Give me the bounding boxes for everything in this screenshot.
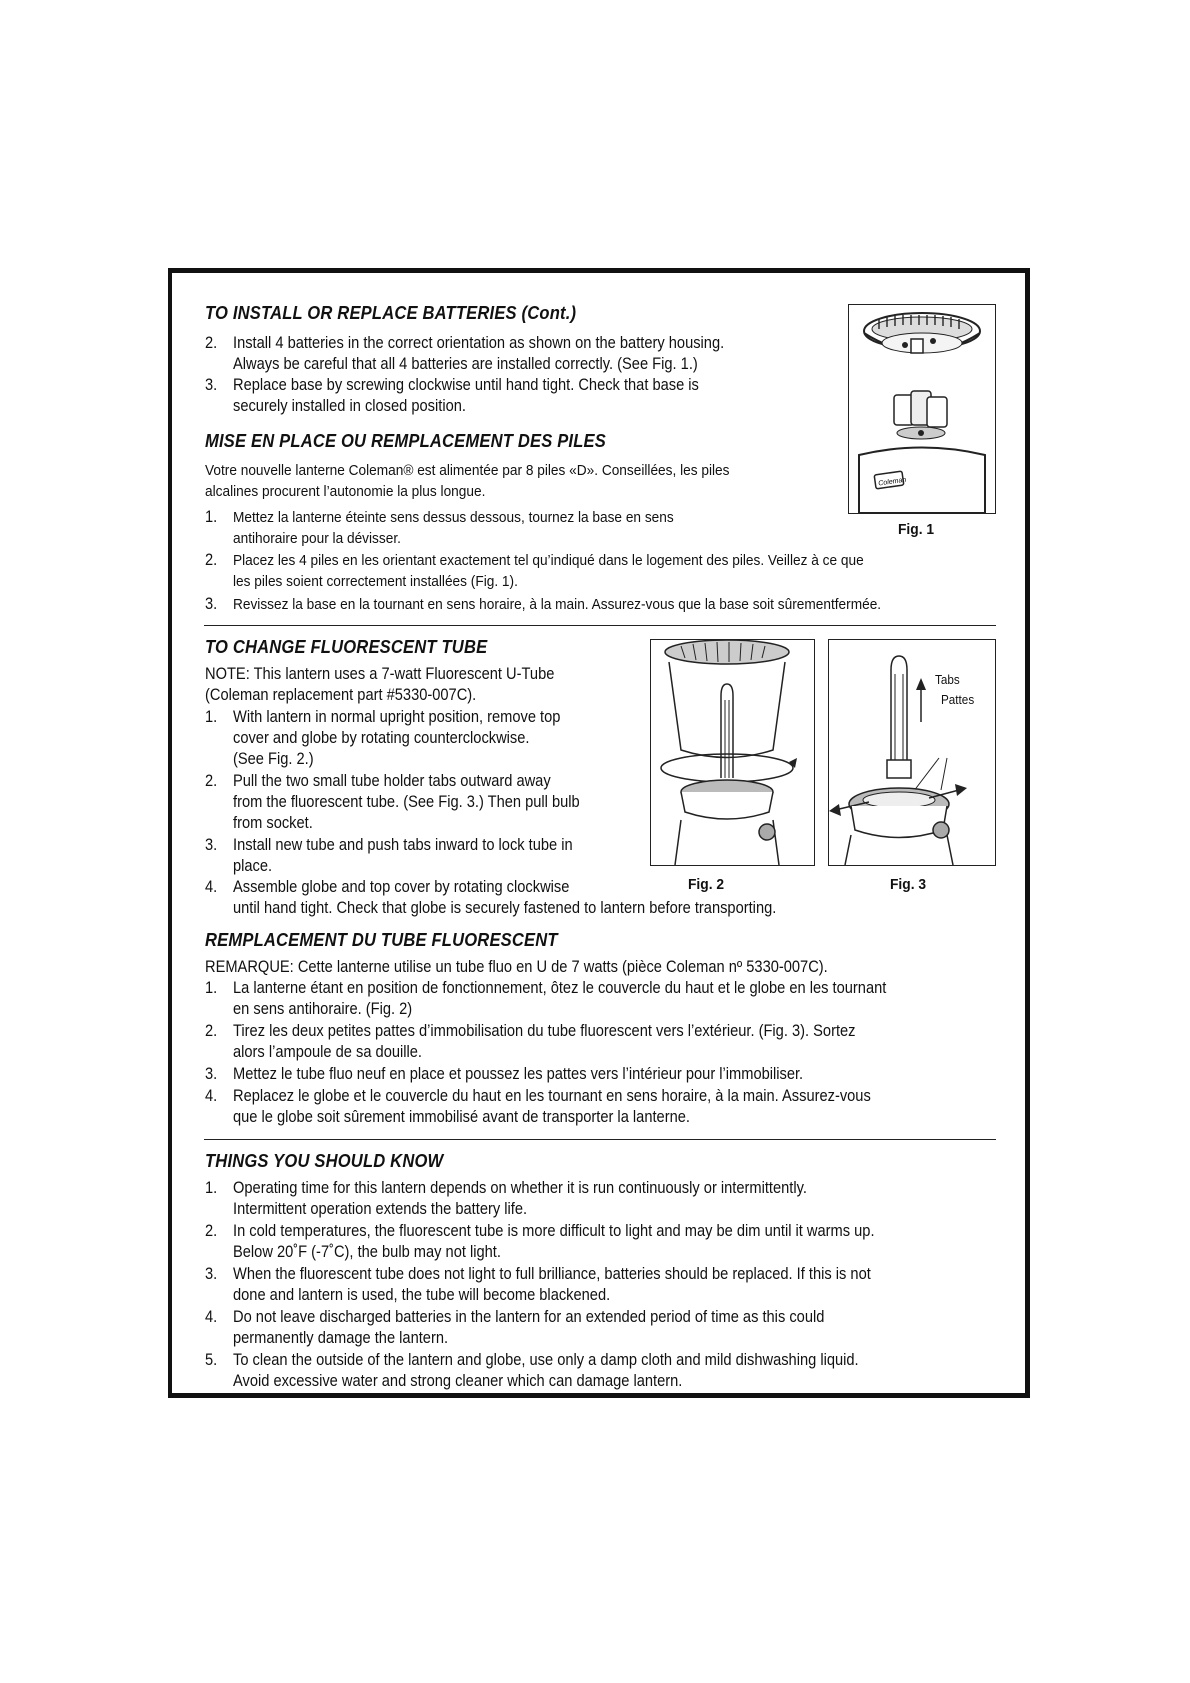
list-number: 5. bbox=[205, 1351, 218, 1369]
list-number: 3. bbox=[205, 1065, 218, 1083]
note-line: REMARQUE: Cette lanterne utilise un tube fluo en U de 7 watts (pièce Coleman nº 5330-007C). bbox=[205, 958, 828, 976]
list-number: 3. bbox=[205, 836, 218, 854]
list-item-line: Placez les 4 piles en les orientant exactement tel qu’indiqué dans le logement des piles. Veillez à ce que bbox=[233, 552, 864, 569]
list-number: 4. bbox=[205, 1308, 218, 1326]
list-item-line: en sens antihoraire. (Fig. 2) bbox=[233, 1000, 413, 1018]
intro-line: Votre nouvelle lanterne Coleman® est alimentée par 8 piles «D». Conseillées, les piles bbox=[205, 462, 730, 479]
list-item-line: done and lantern is used, the tube will become blackened. bbox=[233, 1286, 611, 1304]
list-item-line: Intermittent operation extends the battery life. bbox=[233, 1200, 528, 1218]
figure-1-caption: Fig. 1 bbox=[898, 521, 935, 538]
figure-3-tube-tabs bbox=[828, 639, 996, 866]
list-item-line: Replacez le globe et le couvercle du haut en les tournant en sens horaire, à la main. Assurez-vous bbox=[233, 1087, 871, 1105]
list-number: 3. bbox=[205, 376, 218, 394]
list-item-line: Do not leave discharged batteries in the lantern for an extended period of time as this could bbox=[233, 1308, 825, 1326]
list-item-line: place. bbox=[233, 857, 273, 875]
list-item-line: Always be careful that all 4 batteries are installed correctly. (See Fig. 1.) bbox=[233, 355, 698, 373]
intro-line: alcalines procurent l’autonomie la plus longue. bbox=[205, 483, 486, 500]
list-item-line: Mettez le tube fluo neuf en place et poussez les pattes vers l’intérieur pour l’immobiliser. bbox=[233, 1065, 804, 1083]
list-item-line: Replace base by screwing clockwise until hand tight. Check that base is bbox=[233, 376, 699, 394]
figure-2-globe-removal bbox=[650, 639, 815, 866]
figure-1-battery-housing bbox=[848, 304, 996, 514]
list-number: 2. bbox=[205, 334, 218, 352]
list-number: 3. bbox=[205, 595, 218, 613]
list-item-line: When the fluorescent tube does not light to full brilliance, batteries should be replaced. If this is not bbox=[233, 1265, 871, 1283]
list-item-line: alors l’ampoule de sa douille. bbox=[233, 1043, 422, 1061]
list-number: 2. bbox=[205, 551, 218, 569]
list-number: 3. bbox=[205, 1265, 218, 1283]
list-item-line: Install new tube and push tabs inward to lock tube in bbox=[233, 836, 573, 854]
list-number: 1. bbox=[205, 1179, 218, 1197]
list-item-line: que le globe soit sûrement immobilisé avant de transporter la lanterne. bbox=[233, 1108, 690, 1126]
section-heading-change-tube: TO CHANGE FLUORESCENT TUBE bbox=[205, 637, 488, 657]
section-heading-things-to-know: THINGS YOU SHOULD KNOW bbox=[205, 1151, 444, 1171]
list-number: 4. bbox=[205, 878, 218, 896]
list-item-line: Mettez la lanterne éteinte sens dessus dessous, tournez la base en sens bbox=[233, 509, 674, 526]
list-number: 1. bbox=[205, 979, 218, 997]
list-number: 2. bbox=[205, 772, 218, 790]
tube-tabs-illustration bbox=[829, 640, 995, 865]
figure-3-caption: Fig. 3 bbox=[890, 876, 927, 893]
figure-2-caption: Fig. 2 bbox=[688, 876, 725, 893]
list-item-line: Assemble globe and top cover by rotating clockwise bbox=[233, 878, 570, 896]
list-item-line: Operating time for this lantern depends on whether it is run continuously or intermittently. bbox=[233, 1179, 807, 1197]
lantern-globe-illustration bbox=[651, 640, 814, 865]
list-item-line: Install 4 batteries in the correct orientation as shown on the battery housing. bbox=[233, 334, 725, 352]
list-number: 4. bbox=[205, 1087, 218, 1105]
list-item-line: Tirez les deux petites pattes d’immobilisation du tube fluorescent vers l’extérieur. (Fig. 3). Sortez bbox=[233, 1022, 856, 1040]
list-item-line: Below 20˚F (-7˚C), the bulb may not light. bbox=[233, 1243, 501, 1261]
list-item-line: securely installed in closed position. bbox=[233, 397, 466, 415]
list-number: 2. bbox=[205, 1222, 218, 1240]
battery-housing-illustration bbox=[849, 305, 995, 513]
list-item-line: La lanterne étant en position de fonctionnement, ôtez le couvercle du haut et le globe en les tournant bbox=[233, 979, 887, 997]
list-item-line: cover and globe by rotating counterclockwise. bbox=[233, 729, 530, 747]
section-heading-remplacement-tube: REMPLACEMENT DU TUBE FLUORESCENT bbox=[205, 930, 558, 950]
divider bbox=[204, 1139, 996, 1140]
list-item-line: until hand tight. Check that globe is securely fastened to lantern before transporting. bbox=[233, 899, 777, 917]
list-number: 2. bbox=[205, 1022, 218, 1040]
list-number: 1. bbox=[205, 508, 218, 526]
list-item-line: antihoraire pour la dévisser. bbox=[233, 530, 401, 547]
divider bbox=[204, 625, 996, 626]
tabs-label: Tabs bbox=[935, 672, 960, 687]
list-item-line: With lantern in normal upright position, remove top bbox=[233, 708, 561, 726]
list-item-line: In cold temperatures, the fluorescent tube is more difficult to light and may be dim until it warms up. bbox=[233, 1222, 875, 1240]
list-item-line: from socket. bbox=[233, 814, 313, 832]
note-line: (Coleman replacement part #5330-007C). bbox=[205, 686, 477, 704]
section-heading-mise-en-place: MISE EN PLACE OU REMPLACEMENT DES PILES bbox=[205, 431, 606, 451]
list-item-line: les piles soient correctement installées (Fig. 1). bbox=[233, 573, 518, 590]
coleman-logo-icon: Coleman bbox=[877, 476, 907, 488]
list-item-line: To clean the outside of the lantern and globe, use only a damp cloth and mild dishwashing liquid. bbox=[233, 1351, 859, 1369]
list-item-line: permanently damage the lantern. bbox=[233, 1329, 449, 1347]
list-item-line: Pull the two small tube holder tabs outward away bbox=[233, 772, 551, 790]
list-item-line: (See Fig. 2.) bbox=[233, 750, 314, 768]
section-heading-install-batteries: TO INSTALL OR REPLACE BATTERIES (Cont.) bbox=[205, 303, 577, 323]
pattes-label: Pattes bbox=[941, 692, 975, 707]
list-item-line: from the fluorescent tube. (See Fig. 3.) Then pull bulb bbox=[233, 793, 580, 811]
note-line: NOTE: This lantern uses a 7-watt Fluorescent U-Tube bbox=[205, 665, 555, 683]
list-item-line: Avoid excessive water and strong cleaner which can damage lantern. bbox=[233, 1372, 683, 1390]
list-item-line: Revissez la base en la tournant en sens horaire, à la main. Assurez-vous que la base soit sûrementfermée. bbox=[233, 596, 882, 613]
list-number: 1. bbox=[205, 708, 218, 726]
